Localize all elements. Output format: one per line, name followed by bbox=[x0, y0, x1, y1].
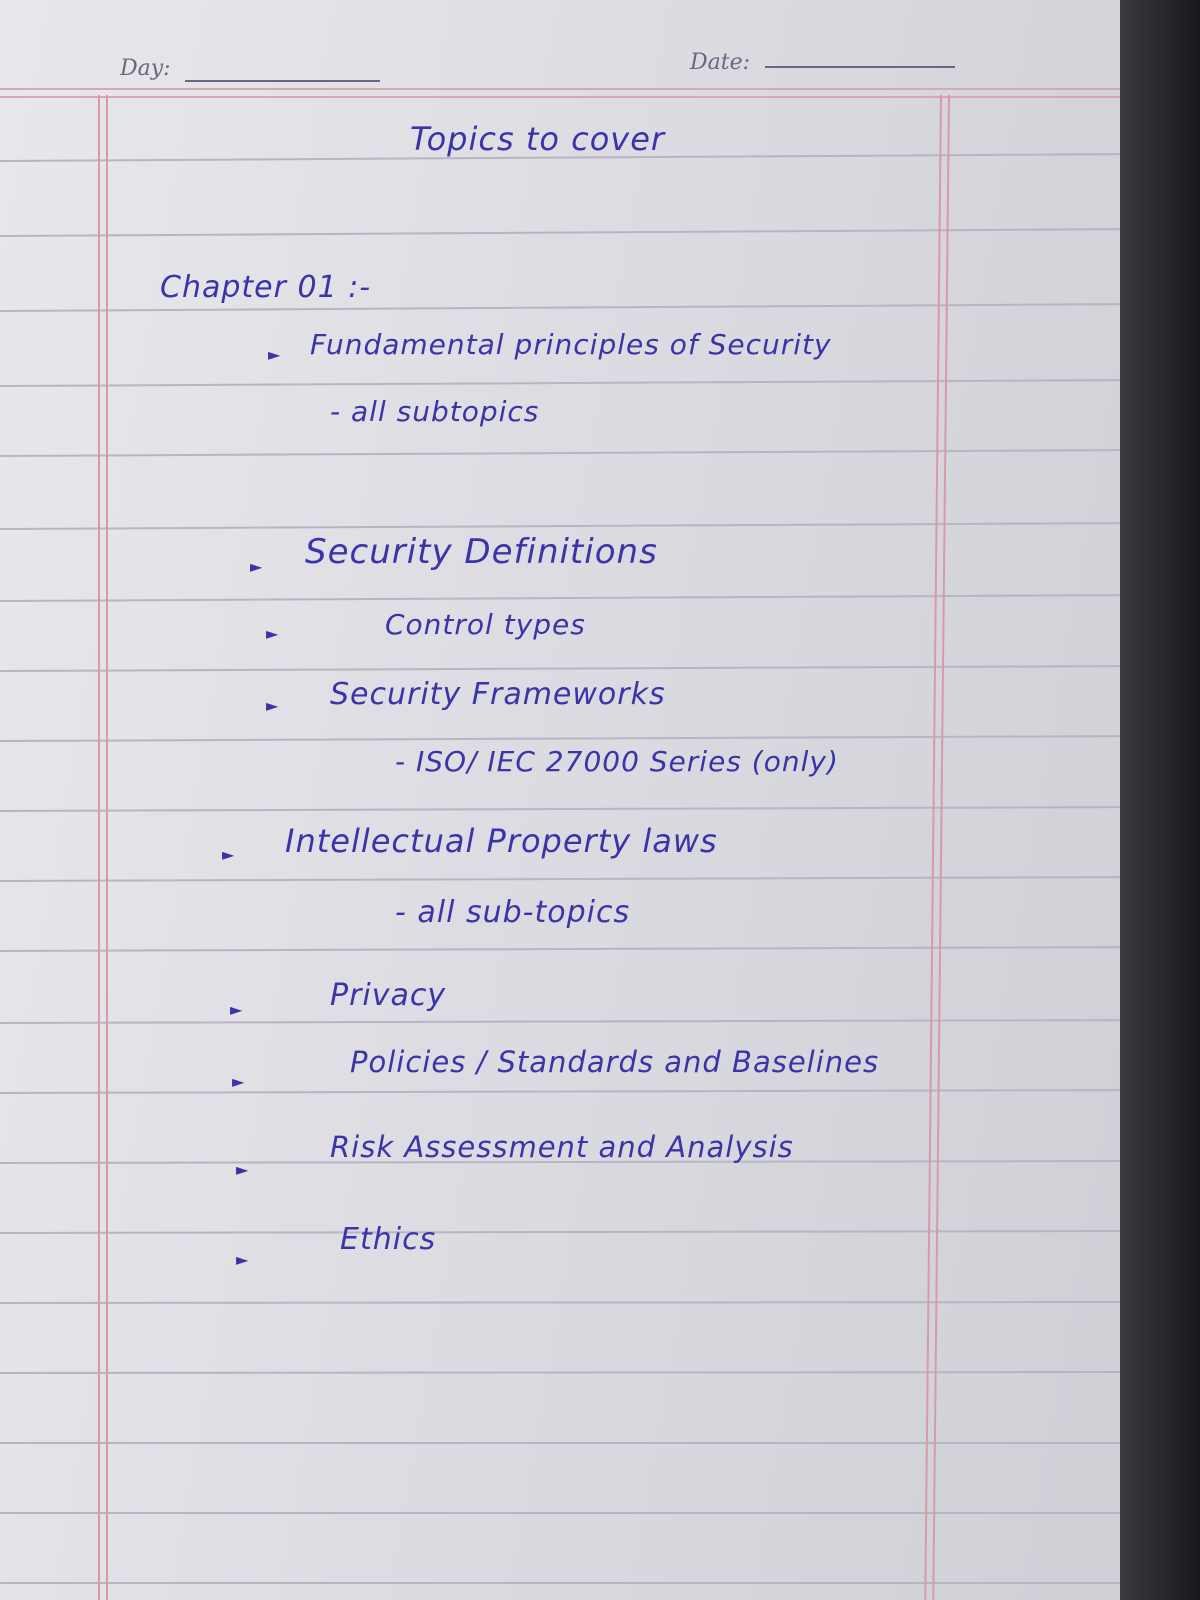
rule-line bbox=[0, 1512, 1120, 1514]
topic-item: Security Definitions bbox=[305, 532, 658, 572]
rule-line bbox=[0, 594, 1120, 602]
subtopic-item: - all subtopics bbox=[330, 395, 540, 428]
rule-line bbox=[0, 228, 1120, 237]
topic-item: Risk Assessment and Analysis bbox=[330, 1130, 794, 1164]
topic-item: Fundamental principles of Security bbox=[310, 328, 832, 361]
day-label: Day: bbox=[120, 56, 171, 81]
topic-item: Privacy bbox=[330, 978, 447, 1013]
bullet-icon: ► bbox=[266, 624, 279, 643]
rule-line bbox=[0, 1582, 1120, 1584]
rule-line bbox=[0, 946, 1120, 952]
subtopic-item: - all sub-topics bbox=[395, 895, 631, 930]
topic-item: Policies / Standards and Baselines bbox=[350, 1045, 880, 1079]
date-label: Date: bbox=[690, 50, 751, 75]
bullet-icon: ► bbox=[222, 845, 235, 864]
rule-line bbox=[0, 1442, 1120, 1444]
rule-line bbox=[0, 522, 1120, 530]
rule-line bbox=[0, 449, 1120, 457]
table-surface bbox=[1120, 0, 1200, 1600]
bullet-icon: ► bbox=[230, 1000, 243, 1019]
topic-item: Intellectual Property laws bbox=[285, 822, 718, 860]
bullet-icon: ► bbox=[266, 696, 279, 715]
rule-line bbox=[0, 379, 1120, 387]
rule-line bbox=[0, 735, 1120, 742]
topic-item: Security Frameworks bbox=[330, 677, 666, 712]
left-margin-line bbox=[98, 95, 100, 1600]
chapter-heading: Chapter 01 :- bbox=[160, 270, 372, 305]
date-underline bbox=[765, 66, 955, 68]
left-margin-line bbox=[106, 95, 108, 1600]
bullet-icon: ► bbox=[232, 1072, 245, 1091]
topic-item: Ethics bbox=[340, 1222, 437, 1257]
header-rule bbox=[0, 96, 1120, 98]
rule-line bbox=[0, 1301, 1120, 1304]
rule-line bbox=[0, 876, 1120, 882]
rule-line bbox=[0, 665, 1120, 672]
rule-line bbox=[0, 806, 1120, 812]
bullet-icon: ► bbox=[250, 557, 263, 576]
rule-line bbox=[0, 1230, 1120, 1234]
bullet-icon: ► bbox=[236, 1160, 249, 1179]
rule-line bbox=[0, 1019, 1120, 1024]
notes-title: Topics to cover bbox=[410, 120, 666, 158]
topic-item: Control types bbox=[385, 608, 586, 641]
right-margin-line bbox=[932, 95, 950, 1600]
subtopic-item: - ISO/ IEC 27000 Series (only) bbox=[395, 745, 839, 778]
rule-line bbox=[0, 1371, 1120, 1374]
bullet-icon: ► bbox=[268, 345, 281, 364]
bullet-icon: ► bbox=[236, 1250, 249, 1269]
header-rule bbox=[0, 88, 1120, 90]
day-underline bbox=[185, 80, 380, 82]
rule-line bbox=[0, 1089, 1120, 1094]
